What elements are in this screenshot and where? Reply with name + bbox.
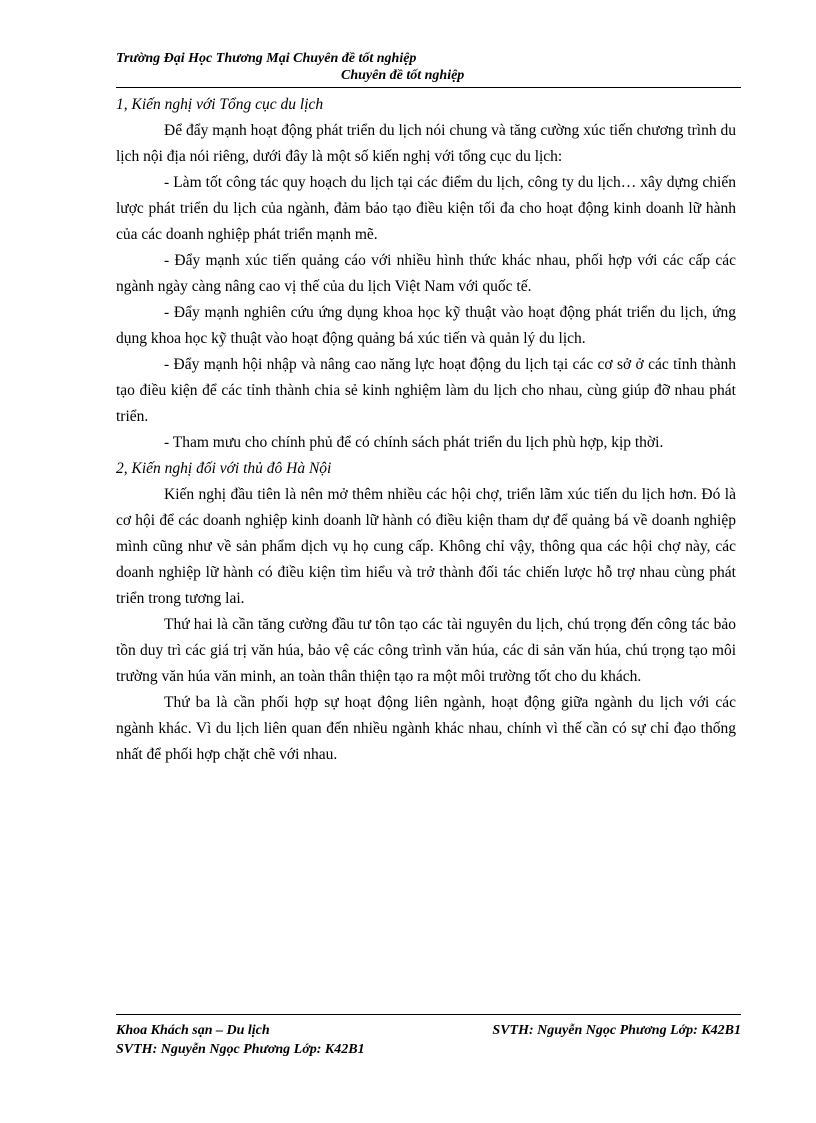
paragraph: Thứ ba là cần phối hợp sự hoạt động liên ngành, hoạt động giữa ngành du lịch với các ngành khác. Vì du lịch liên quan đến nhiều ngành khác nhau, chính vì thế cần có sự chỉ đạo thống nhất để phối hợp chặt chẽ với nhau. bbox=[116, 694, 736, 763]
document-body bbox=[116, 92, 736, 768]
paragraph: - Tham mưu cho chính phủ để có chính sách phát triển du lịch phù hợp, kịp thời. bbox=[164, 434, 664, 451]
paragraph: Kiến nghị đầu tiên là nên mở thêm nhiều các hội chợ, triển lãm xúc tiến du lịch hơn. Đó là cơ hội để các doanh nghiệp kinh doanh lữ hành có điều kiện tham dự để quảng bá về doanh nghiệp mình cũng như về sản phẩm dịch vụ họ cung cấp. Không chỉ vậy, thông qua các hội chợ này, các doanh nghiệp lữ hành có điều kiện tìm hiểu và trở thành đối tác chiến lược hỗ trợ nhau cùng phát triển trong tương lai. bbox=[116, 486, 736, 607]
paragraph: Thứ hai là cần tăng cường đầu tư tôn tạo các tài nguyên du lịch, chú trọng đến công tác bảo tồn duy trì các giá trị văn húa, bảo vệ các công trình văn húa, các di sản văn húa, chú trọng tạo môi trường văn húa văn minh, an toàn thân thiện tạo ra một môi trường tốt cho du khách. bbox=[116, 616, 736, 685]
header-title: Trường Đại Học Thương Mại Chuyên đề tốt nghiệp bbox=[116, 51, 417, 66]
footer-student: SVTH: Nguyễn Ngọc Phương Lớp: K42B1 bbox=[116, 1042, 365, 1057]
section-heading-2: 2, Kiến nghị đối với thủ đô Hà Nội bbox=[116, 460, 332, 477]
paragraph: - Làm tốt công tác quy hoạch du lịch tại các điểm du lịch, công ty du lịch… xây dựng chiến lược phát triển du lịch của ngành, đảm bảo tạo điều kiện tối đa cho hoạt động kinh doanh lữ hành của các doanh nghiệp phát triển mạnh mẽ. bbox=[116, 174, 736, 243]
footer-row bbox=[116, 1021, 741, 1040]
section-heading-1: 1, Kiến nghị với Tổng cục du lịch bbox=[116, 96, 324, 113]
page-footer bbox=[116, 1014, 741, 1059]
footer-student-right: SVTH: Nguyễn Ngọc Phương Lớp: K42B1 bbox=[492, 1023, 741, 1038]
footer-faculty: Khoa Khách sạn – Du lịch bbox=[116, 1023, 270, 1038]
paragraph: - Đẩy mạnh xúc tiến quảng cáo với nhiều hình thức khác nhau, phối hợp với các cấp các ngành ngày càng nâng cao vị thế của du lịch Việt Nam với quốc tế. bbox=[116, 252, 736, 295]
footer-rule bbox=[116, 1014, 741, 1015]
page-header bbox=[116, 50, 741, 88]
header-rule bbox=[116, 87, 741, 88]
paragraph: - Đẩy mạnh nghiên cứu ứng dụng khoa học kỹ thuật vào hoạt động phát triển du lịch, ứng dụng khoa học kỹ thuật vào hoạt động quảng bá xúc tiến và quản lý du lịch. bbox=[116, 304, 736, 347]
header-subtitle: Chuyên đề tốt nghiệp bbox=[341, 68, 465, 83]
paragraph: Để đẩy mạnh hoạt động phát triển du lịch nói chung và tăng cường xúc tiến chương trình du lịch nội địa nói riêng, dưới đây là một số kiến nghị với tổng cục du lịch: bbox=[116, 122, 736, 165]
paragraph: - Đẩy mạnh hội nhập và nâng cao năng lực hoạt động du lịch tại các cơ sở ở các tỉnh thành tạo điều kiện để các tỉnh thành chia sẻ kinh nghiệm làm du lịch cho nhau, cùng giúp đỡ nhau phát triển. bbox=[116, 356, 736, 425]
